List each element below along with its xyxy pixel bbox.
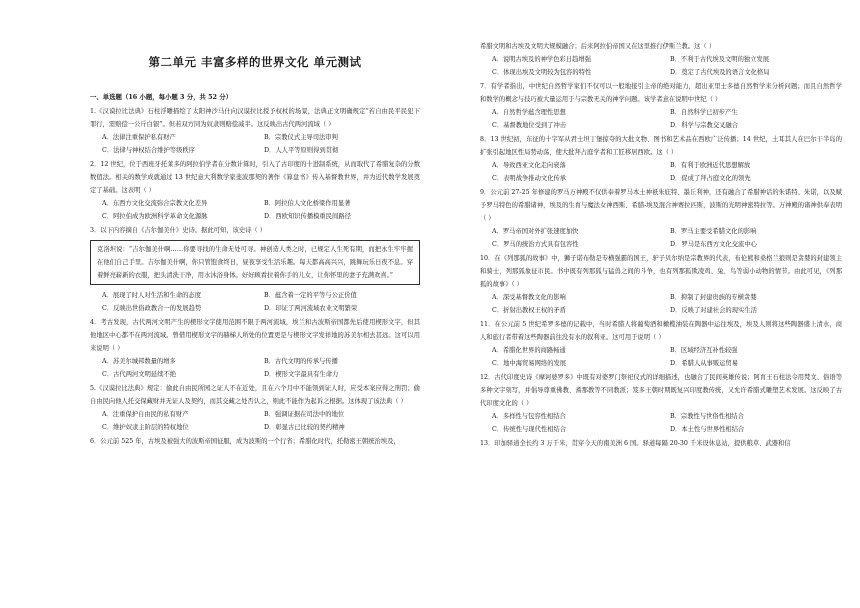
option-b[interactable]: B．宗教仪式主导司法审判 [264,134,338,141]
option-d[interactable]: D．罗马是东西方文化交流中心 [670,241,757,248]
page-title: 第二单元 丰富多样的世界文化 单元测试 [148,55,362,69]
question-1 [90,105,420,157]
question-options [90,355,420,381]
question-options [480,159,842,185]
option-c[interactable]: C．基督教地位受到了冲击 [492,122,567,129]
right-column [468,0,860,608]
option-c[interactable]: C．反映出世俗政教合一的发展趋势 [102,305,202,312]
question-stem: 9．公元前 27-25 年修建的罗马万神殿不仅供奉着罗马本土神祇朱庇特、墨丘利神，还有融合了希腊神话的朱诺特、朱诺，以及赋予罗马特色的希腊诸神，埃及的生育与魔法女神西斯、希腊-埃及混合神赛拉匹斯，波斯的光明神密特拉等。万神殿的诸神供奉表明（ ） [480,189,842,222]
question-12 [480,371,842,436]
option-b[interactable]: B．抑制了封建贵族的专横贪婪 [670,294,757,301]
question-stem: 2．12 世纪，位于西班牙托莱多的阿拉伯学者在分数计算时，引入了古印度的十进制系统，从而取代了希腊复杂的分数数值法。相关的数学成就通过 13 世纪意大利数学家斐波那契的著作《算盘书》传入基督教世界，并为近代数学发展奠定了基础。这表明（ ） [90,161,420,194]
question-11 [480,318,842,370]
question-options [480,53,842,79]
question-stem: 7．有学者指出，中世纪自然哲学家们不仅可以一般地接引主帝的绝对能力，超出亚里士多德自然哲学来分析问题；而且自然哲学和数学的概念与技巧被大量运用于与宗教无关的神学问题。该学者意在说明中世纪（ ） [480,83,842,103]
question-stem: 3．以下内容摘自《吉尔伽美什》史诗。据此可知，该史诗（ ） [90,227,267,234]
option-b[interactable]: B．罗马主要受希腊文化的影响 [670,228,757,235]
option-b[interactable]: B．强调证据在司法中的地位 [264,411,345,418]
option-c[interactable]: C．地中海贸易网络的发展 [492,360,567,367]
option-d[interactable]: D．本土性与世界性相结合 [670,426,745,433]
option-a[interactable]: A．注重保护自由民的私有财产 [102,411,189,418]
option-c[interactable]: C．阿拉伯成为欧洲科学革命文化源脉 [102,213,208,220]
option-d[interactable]: D．奠定了古代埃及的语言文化格局 [670,69,770,76]
question-options [90,197,420,223]
option-c[interactable]: C．折射出教权王权的矛盾 [492,307,567,314]
question-6 [90,435,420,448]
option-a[interactable]: A．多样性与包容性相结合 [492,413,566,420]
question-stem: 8．13 世纪初，东征的十字军从君士坦丁堡掠夺的大批文物、图书和艺术品在西欧广泛传播；14 世纪，土耳其人在巴尔干半岛的扩张引起地区性局势动荡，使大批拜占庭学者和工匠移居西欧。这（ ） [480,136,842,156]
option-c[interactable]: C．传统性与现代性相结合 [492,426,567,433]
option-b[interactable]: B．阿拉伯人文化桥梁作用显著 [264,200,351,207]
option-d[interactable]: D．促成了拜占庭文化的领先 [670,175,751,182]
option-b[interactable]: B．自然科学已初步产生 [670,109,738,116]
question-stem: 6．公元前 525 年，古埃及被强大的波斯帝国征服，成为波斯的一个行省；希腊化时代，托勒密王朝统治埃及， [90,438,400,445]
option-c[interactable]: C．体现出埃及文明较为包容的特性 [492,69,592,76]
option-d[interactable]: D．希腊人从事贩运贸易 [670,360,739,367]
question-options [90,408,420,434]
section-heading: 一、单选题（16 小题，每小题 3 分，共 52 分） [90,93,232,101]
question-3 [90,224,420,315]
question-5 [90,382,420,434]
question-13 [480,437,842,450]
option-a[interactable]: A．自然哲学蕴含理性思想 [492,109,566,116]
question-stem: 13．印加驿道全长约 3 万千米，贯穿今天的南美洲 6 国。驿道每隔 20-30 千米设休息站，提供粮草、武器和信 [480,440,791,447]
option-b[interactable]: B．区域经济互补性较强 [670,347,738,354]
option-b[interactable]: B．蕴含着一定的平等与公正价值 [264,292,357,299]
option-d[interactable]: D．西欧知识传播模重民间路径 [264,213,351,220]
option-a[interactable]: A．展现了时人对生活和生命的态度 [102,292,202,299]
question-stem: 4．考古发现，古代两河文明产生的楔形文字使用范围不限于两河流域，埃兰和古波斯帝国都先后使用楔形文字，但其他地区中心都不在两河流域。曾借用楔形文字的赫梯人所处的位置更是与楔形文字发祥地的苏美尔相去甚远。这可以用来说明（ ） [90,319,420,352]
option-b[interactable]: B．宗教性与世俗性相结合 [670,413,744,420]
option-d[interactable]: D．反映了对建社会的现实生活 [670,307,757,314]
option-a[interactable]: A．苏美尔城邦数量的增多 [102,358,176,365]
question-options [480,410,842,436]
question-stem: 1.《汉谟拉比法典》石柱浮雕描绘了太阳神沙马什向汉谟拉比授予权杖的场景，法典正文明确规定“若自由民平民犯下罪行，需赔偿一公斤白银”。但若双方同为奴隶则赔偿减半。这反映出古代两河流域（ ） [90,108,420,128]
question-stem: 11．在公元前 5 世纪希罗多德的记载中，当时希腊人将葡萄酒和橄榄油装在陶器中运往埃及，埃及人则将这些陶器盛上清水，商人和旅行者带着这些陶器前往没有水的叙利亚。这可用于说明（ ） [480,321,842,341]
option-d[interactable]: D．楔形文字最具有生命力 [264,371,339,378]
question-6-continued [480,40,842,79]
option-d[interactable]: D．科学与宗教交叉融合 [670,122,739,129]
option-c[interactable]: C．维护奴隶主阶层的特权地位 [102,424,189,431]
question-2 [90,158,420,223]
question-options [480,225,842,251]
question-stem: 5.《汉谟拉比法典》规定：偷此自由民所园之证人不在近处，且在六个月中不能领到证人时，应受本案应得之刑罚；偷自由民向他人托交保藏财并无证人及契约，而其交藏之处否认之，则此不能作为起诉之根据。这体现了该法典（ ） [90,385,420,405]
question-options [480,344,842,370]
option-b[interactable]: B．有利于欧洲近代思想解放 [670,162,751,169]
option-a[interactable]: A．深受基督教文化的影响 [492,294,566,301]
question-options [90,131,420,157]
question-stem: 10．在《列那狐的故事》中，狮子诺布勒是专横强霸的国王，驴子贝尔纳是宗教界的代表，布伦熊和桑格兰狼则是贪婪的封建领主和骑士，列那狐象征市民。书中既有列那狐与猛兽之间的斗争，也有列那狐欺凌鸡、兔、鸟等弱小动物的情节。由此可见，《列那狐的故事》（ ） [480,255,842,288]
option-d[interactable]: D．彰显古已比较的契约精神 [264,424,345,431]
option-a[interactable]: A．罗马帝国对外扩张速度加快 [492,228,579,235]
material-box: 克洛坦说：“吉尔伽美什啊……你要寻找的生命无处可寻。神创造人类之时，已规定人生死有期，而把永生牢牢握在他们自己手里。吉尔伽美什啊，你只管饱食终日，昼夜享受生活乐趣。每天都高高兴兴，跳舞玩乐日夜不息。穿着鲜亮崭新的衣服，把头清洗干净，用水沐浴身体。好好顾看拉着你手的儿女，让你怀里的妻子充满欢喜。” [90,240,420,285]
question-stem: 12．古代印度史诗《摩诃婆罗多》中既有对婆罗门祭祀仪式的详细描述，也融合了民间英雄传说；阿育王石柱法令用梵文、俗语等多种文字刻写，并倡导尊重佛教、耆那教等不同教派；笈多王朝时期既复兴印度教传统，又允许希腊式雕塑艺术发展。这反映了古代印度文化的（ ） [480,374,842,407]
question-7 [480,80,842,132]
option-b[interactable]: B．古代文明的传承与传播 [264,358,338,365]
question-stem: 希腊文明和古埃及文明大规模融合；后来阿拉伯帝国又在这里推行伊斯兰教。这（ ） [480,43,715,50]
question-options [480,291,842,317]
option-b[interactable]: B．不利于古代埃及文明的独立发展 [670,56,770,63]
option-c[interactable]: C．法律与神权结合维护等级秩序 [102,147,195,154]
question-options [480,106,842,132]
option-a[interactable]: A．法律注重保护私有财产 [102,134,176,141]
option-d[interactable]: D．人人平等原则得到贯彻 [264,147,339,154]
question-10 [480,252,842,317]
option-c[interactable]: C．表明战争推动文化传承 [492,175,567,182]
question-8 [480,133,842,185]
option-a[interactable]: A．希腊化世界的商路畅通 [492,347,566,354]
option-d[interactable]: D．印证了两河流域农业文明繁荣 [264,305,358,312]
question-9 [480,186,842,251]
option-a[interactable]: A．东西方文化交流弥合宗教文化差异 [102,200,208,207]
option-a[interactable]: A．导致西亚文化走向衰落 [492,162,566,169]
question-options [90,289,420,315]
option-a[interactable]: A．说明古埃及的神学色彩日趋增强 [492,56,592,63]
question-4 [90,316,420,381]
option-c[interactable]: C．古代两河文明延续不绝 [102,371,177,378]
option-c[interactable]: C．罗马的统治方式具有包容性 [492,241,579,248]
